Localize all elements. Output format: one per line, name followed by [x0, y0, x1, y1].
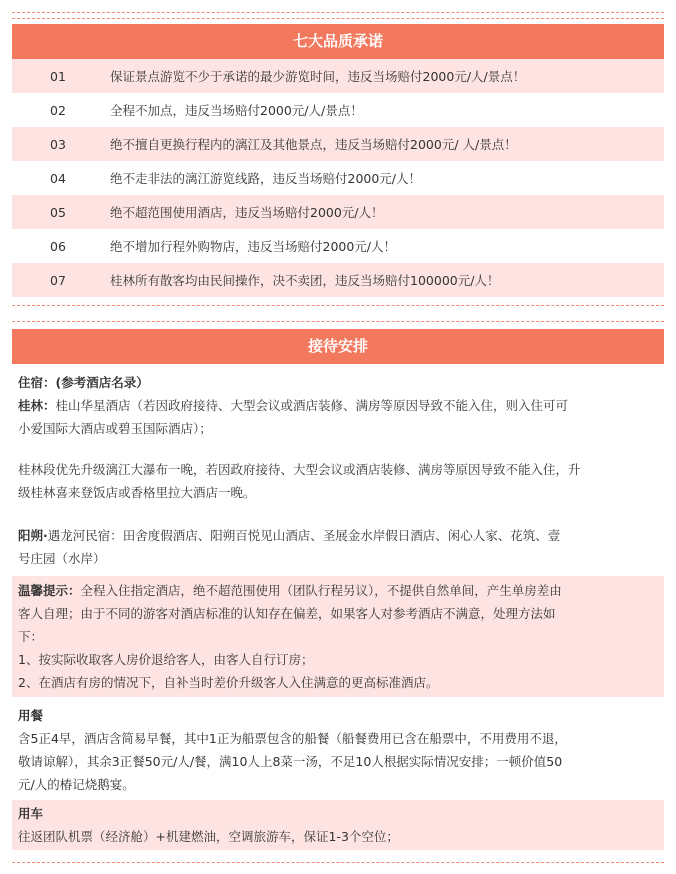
yangshuo-block [12, 524, 664, 570]
dashed-divider [12, 862, 664, 863]
promise-number: 05 [50, 204, 66, 220]
upgrade-block [12, 458, 664, 504]
meals-heading: 用餐 [18, 708, 44, 723]
promise-number: 07 [50, 272, 66, 288]
reception-section-title: 接待安排 [12, 329, 664, 364]
yangshuo-line-2: 号庄园（水岸） [18, 551, 106, 566]
promise-number: 06 [50, 238, 66, 254]
accommodation-heading: 住宿：(参考酒店名录） [18, 375, 149, 390]
meals-line-3: 元/人的椿记烧鹅宴。 [18, 777, 135, 792]
promise-number: 02 [50, 102, 66, 118]
warm-tips-box [12, 576, 664, 697]
dashed-divider [12, 305, 664, 306]
promise-row [12, 229, 664, 263]
promise-row [12, 127, 664, 161]
promise-row [12, 195, 664, 229]
upgrade-line: 桂林段优先升级漓江大瀑布一晚，若因政府接待、大型会议或酒店装修、满房等原因导致不能入住，升 [18, 462, 581, 477]
promise-row [12, 93, 664, 127]
promise-text: 绝不走非法的漓江游览线路，违反当场赔付2000元/人！ [110, 171, 422, 186]
dashed-divider [12, 18, 664, 19]
promise-text: 绝不超范围使用酒店，违反当场赔付2000元/人！ [110, 205, 384, 220]
accommodation-block [12, 371, 664, 440]
yangshuo-line: 阳朔·遇龙河民宿：田舍度假酒店、阳朔百悦见山酒店、圣展金水岸假日酒店、闲心人家、花筑、壹 [18, 528, 561, 543]
transport-box [12, 800, 664, 850]
tips-line-2: 客人自理；由于不同的游客对酒店标准的认知存在偏差，如果客人对参考酒店不满意，处理方法如 [18, 606, 556, 621]
promise-text: 保证景点游览不少于承诺的最少游览时间，违反当场赔付2000元/人/景点！ [110, 69, 526, 84]
promise-text: 绝不增加行程外购物店，违反当场赔付2000元/人！ [110, 239, 397, 254]
promise-text: 绝不擅自更换行程内的漓江及其他景点，违反当场赔付2000元/ 人/景点！ [110, 137, 517, 152]
tips-line-4: 1、按实际收取客人房价退给客人，由客人自行订房； [18, 652, 314, 667]
tips-label: 温馨提示： [18, 583, 81, 598]
guilin-hotel-line-2: 小爱国际大酒店或碧玉国际酒店）； [18, 421, 212, 436]
meals-line: 含5正4早，酒店含简易早餐，其中1正为船票包含的船餐（船餐费用已含在船票中，不用费用不退， [18, 731, 567, 746]
dashed-divider [12, 12, 664, 13]
promise-number: 04 [50, 170, 66, 186]
promise-row [12, 59, 664, 93]
promise-number: 01 [50, 68, 66, 84]
meals-block [12, 704, 664, 796]
promise-text: 桂林所有散客均由民间操作，决不卖团，违反当场赔付100000元/人！ [110, 273, 500, 288]
tips-line: 温馨提示：全程入住指定酒店，绝不超范围使用（团队行程另议），不提供自然单间，产生单房差由 [18, 583, 562, 598]
promise-text: 全程不加点，违反当场赔付2000元/人/景点！ [110, 103, 363, 118]
transport-line: 往返团队机票（经济舱）+机建燃油，空调旅游车，保证1-3个空位； [18, 829, 399, 844]
guilin-label: 桂林： [18, 398, 56, 413]
dashed-divider [12, 321, 664, 322]
yangshuo-label: 阳朔· [18, 528, 48, 543]
meals-line-2: 敬请谅解），其余3正餐50元/人/餐，满10人上8菜一汤，不足10人根据实际情况安排；一顿价值50 [18, 754, 563, 769]
tips-line-3: 下： [18, 629, 44, 644]
upgrade-line-2: 级桂林喜来登饭店或香格里拉大酒店一晚。 [18, 485, 256, 500]
promise-table [12, 59, 664, 297]
transport-heading: 用车 [18, 806, 44, 821]
tips-line-5: 2、在酒店有房的情况下，自补当时差价升级客人入住满意的更高标准酒店。 [18, 675, 439, 690]
promise-section-title: 七大品质承诺 [12, 24, 664, 59]
guilin-hotel-line: 桂林：桂山华星酒店（若因政府接待、大型会议或酒店装修、满房等原因导致不能入住，则入住可可 [18, 398, 569, 413]
promise-row [12, 161, 664, 195]
promise-number: 03 [50, 136, 66, 152]
promise-row [12, 263, 664, 297]
